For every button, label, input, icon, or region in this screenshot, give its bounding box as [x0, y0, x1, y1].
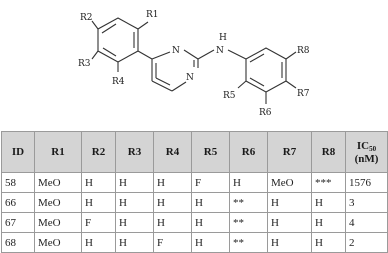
label-r3: R3 [78, 59, 91, 69]
cell-ic50: 4 [346, 213, 388, 233]
header-ic50-main: IC [356, 139, 370, 152]
header-r2: R2 [82, 132, 116, 173]
right-phenyl-ring [228, 48, 296, 104]
table-row [2, 233, 388, 253]
label-n-top: N [172, 46, 180, 56]
cell-r3: H [116, 213, 154, 233]
cell-r1: MeO [35, 233, 82, 253]
cell-r4: F [154, 233, 192, 253]
label-r7: R7 [297, 89, 310, 99]
cell-r7: H [268, 213, 312, 233]
cell-id: 68 [2, 233, 35, 253]
cell-r6: ** [230, 193, 268, 213]
cell-r6: H [230, 173, 268, 193]
cell-r3: H [116, 193, 154, 213]
label-nh-n: N [216, 46, 224, 56]
cell-r5: H [192, 193, 230, 213]
cell-id: 66 [2, 193, 35, 213]
label-nh-h: H [219, 33, 227, 43]
cell-r7: H [268, 193, 312, 213]
header-r1: R1 [35, 132, 82, 173]
header-ic50-unit: (nM) [354, 152, 379, 165]
cell-r2: F [82, 213, 116, 233]
cell-r8: H [312, 193, 346, 213]
cell-id: 58 [2, 173, 35, 193]
cell-r1: MeO [35, 173, 82, 193]
cell-ic50: 3 [346, 193, 388, 213]
cell-r1: MeO [35, 213, 82, 233]
label-n-bottom: N [186, 73, 194, 83]
table-row [2, 213, 388, 233]
header-r7: R7 [268, 132, 312, 173]
cell-r5: H [192, 233, 230, 253]
header-r5: R5 [192, 132, 230, 173]
cell-r4: H [154, 173, 192, 193]
cell-r3: H [116, 173, 154, 193]
header-r8: R8 [312, 132, 346, 173]
label-r4: R4 [112, 77, 125, 87]
left-phenyl-ring [92, 18, 152, 72]
cell-id: 67 [2, 213, 35, 233]
cell-r2: H [82, 173, 116, 193]
cell-r4: H [154, 213, 192, 233]
cell-r7: H [268, 233, 312, 253]
label-r5: R5 [223, 91, 236, 101]
cell-r8: *** [312, 173, 346, 193]
pyrimidine-ring [152, 50, 214, 91]
header-r3: R3 [116, 132, 154, 173]
cell-r8: H [312, 213, 346, 233]
label-r6: R6 [259, 108, 272, 118]
header-id: ID [2, 132, 35, 173]
cell-r2: H [82, 233, 116, 253]
cell-r6: ** [230, 213, 268, 233]
header-row [2, 132, 388, 173]
label-r1: R1 [146, 10, 159, 20]
cell-r2: H [82, 193, 116, 213]
cell-r6: ** [230, 233, 268, 253]
label-r2: R2 [80, 13, 93, 23]
header-ic50 [346, 132, 388, 173]
cell-r4: H [154, 193, 192, 213]
header-ic50-sub: 50 [369, 144, 377, 153]
table-row [2, 193, 388, 213]
cell-r7: MeO [268, 173, 312, 193]
header-r6: R6 [230, 132, 268, 173]
cell-r1: MeO [35, 193, 82, 213]
cell-ic50: 2 [346, 233, 388, 253]
cell-r5: H [192, 213, 230, 233]
label-r8: R8 [297, 46, 310, 56]
sar-table [1, 131, 388, 253]
cell-r8: H [312, 233, 346, 253]
cell-r3: H [116, 233, 154, 253]
header-r4: R4 [154, 132, 192, 173]
cell-ic50: 1576 [346, 173, 388, 193]
cell-r5: F [192, 173, 230, 193]
table-row [2, 173, 388, 193]
